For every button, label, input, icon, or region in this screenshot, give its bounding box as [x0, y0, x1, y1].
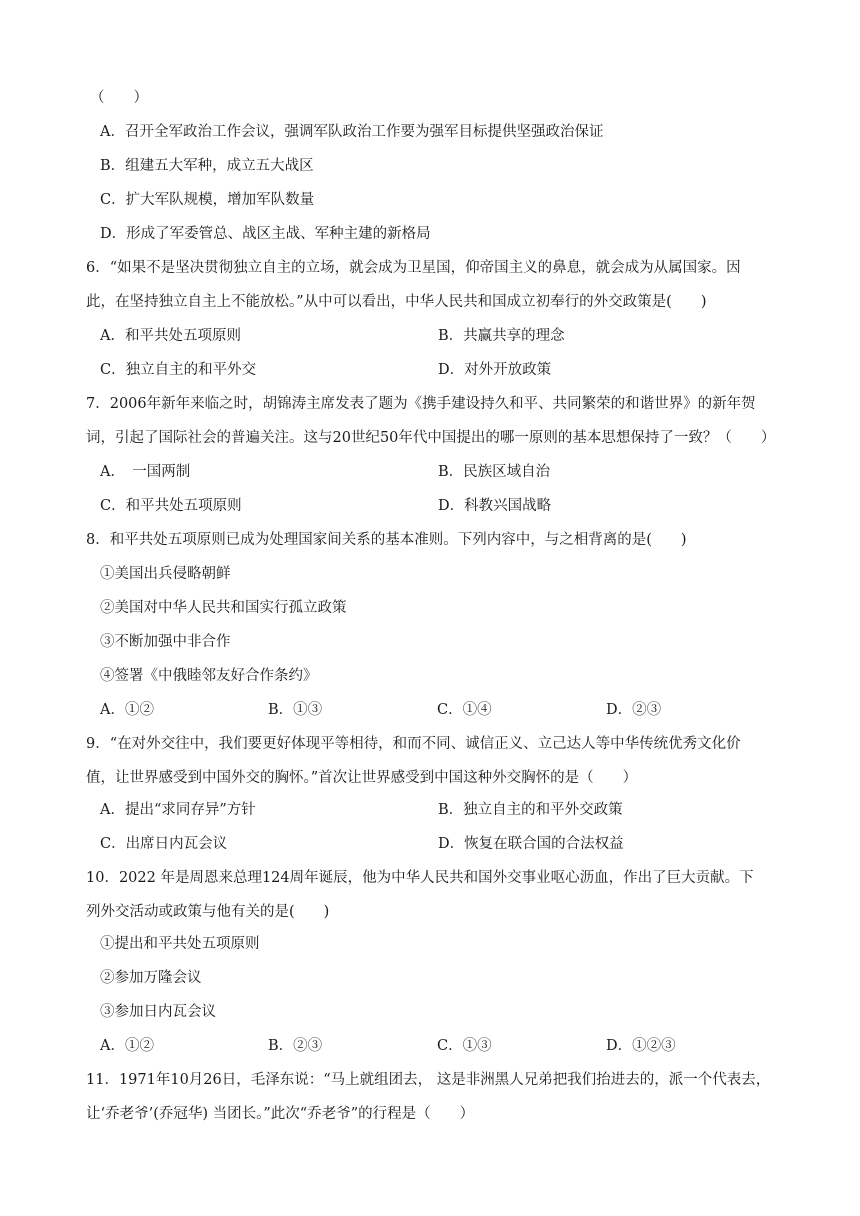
- q6-stem-line2: 此，在坚持独立自主上不能放松。”从中可以看出，中华人民共和国成立初奉行的外交政策是( ): [86, 294, 707, 310]
- q11-stem-line2: 让‘乔老爷’(乔冠华) 当团长。”此次“乔老爷”的行程是（ ）: [86, 1106, 475, 1122]
- q8-option-b: B．①③: [268, 702, 323, 718]
- q9-stem-line1: 9．“在对外交往中，我们要更好体现平等相待，和而不同、诚信正义、立己达人等中华传统优秀文化价: [86, 736, 741, 752]
- q5-option-d: D．形成了军委管总、战区主战、军种主建的新格局: [100, 226, 431, 242]
- q5-option-a: A．召开全军政治工作会议，强调军队政治工作要为强军目标提供坚强政治保证: [100, 124, 604, 140]
- q9-option-a: A．提出“求同存异”方针: [100, 802, 256, 818]
- q9-option-d: D．恢复在联合国的合法权益: [438, 836, 624, 852]
- q7-stem-line2: 词，引起了国际社会的普遍关注。这与20世纪50年代中国提出的哪一原则的基本思想保持了一致？（ ）: [86, 430, 776, 446]
- q10-item-1: ①提出和平共处五项原则: [100, 936, 260, 952]
- q5-stem-tail: （ ）: [90, 90, 148, 106]
- q8-option-c: C．①④: [437, 702, 492, 718]
- q10-option-b: B．②③: [268, 1038, 323, 1054]
- q8-option-a: A．①②: [100, 702, 154, 718]
- q8-stem: 8．和平共处五项原则已成为处理国家间关系的基本准则。下列内容中，与之相背离的是( ): [86, 532, 687, 548]
- q6-option-b: B．共赢共享的理念: [438, 328, 565, 344]
- q6-option-a: A．和平共处五项原则: [100, 328, 241, 344]
- q10-option-a: A．①②: [100, 1038, 154, 1054]
- q5-option-c: C．扩大军队规模，增加军队数量: [100, 192, 315, 208]
- q7-option-b: B．民族区域自治: [438, 464, 551, 480]
- q7-option-c: C．和平共处五项原则: [100, 498, 242, 514]
- q5-option-b: B．组建五大军种，成立五大战区: [100, 158, 314, 174]
- q7-stem-line1: 7．2006年新年来临之时，胡锦涛主席发表了题为《携手建设持久和平、共同繁荣的和谐世界》的新年贺: [86, 396, 756, 412]
- q9-option-b: B．独立自主的和平外交政策: [438, 802, 623, 818]
- q9-stem-line2: 值，让世界感受到中国外交的胸怀。”首次让世界感受到中国这种外交胸怀的是（ ）: [86, 770, 638, 786]
- q7-option-d: D．科教兴国战略: [438, 498, 552, 514]
- q8-item-3: ③不断加强中非合作: [100, 634, 231, 650]
- q10-option-c: C．①③: [437, 1038, 492, 1054]
- q10-item-2: ②参加万隆会议: [100, 970, 202, 986]
- q6-stem-line1: 6．“如果不是坚决贯彻独立自主的立场，就会成为卫星国，仰帝国主义的鼻息，就会成为从属国家。因: [86, 260, 741, 276]
- q8-option-d: D．②③: [606, 702, 662, 718]
- q8-item-2: ②美国对中华人民共和国实行孤立政策: [100, 600, 347, 616]
- q10-option-d: D．①②③: [606, 1038, 676, 1054]
- q10-stem-line1: 10．2022 年是周恩来总理124周年诞辰，他为中华人民共和国外交事业呕心沥血，作出了巨大贡献。下: [86, 870, 754, 886]
- q9-option-c: C．出席日内瓦会议: [100, 836, 228, 852]
- q8-item-1: ①美国出兵侵略朝鲜: [100, 566, 231, 582]
- q8-item-4: ④签署《中俄睦邻友好合作条约》: [100, 668, 318, 684]
- q7-option-a: A． 一国两制: [100, 464, 191, 480]
- q6-option-c: C．独立自主的和平外交: [100, 362, 257, 378]
- q6-option-d: D．对外开放政策: [438, 362, 552, 378]
- q10-item-3: ③参加日内瓦会议: [100, 1004, 216, 1020]
- q11-stem-line1: 11．1971年10月26日，毛泽东说：“马上就组团去， 这是非洲黑人兄弟把我们抬进去的，派一个代表去，: [86, 1072, 771, 1088]
- q10-stem-line2: 列外交活动或政策与他有关的是( ): [86, 904, 330, 920]
